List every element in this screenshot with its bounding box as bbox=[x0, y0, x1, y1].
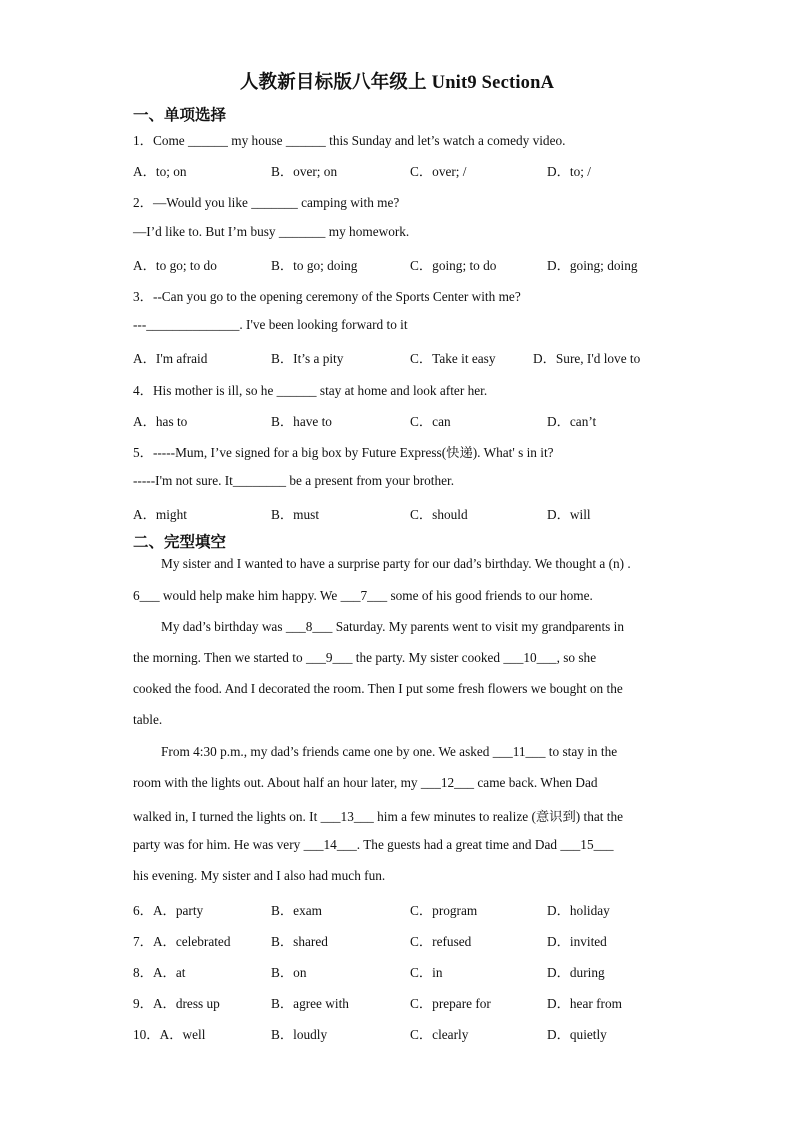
question-5-reply: -----I'm not sure. It________ be a present from your brother. bbox=[133, 473, 455, 488]
q4-option-c: C．can bbox=[410, 414, 451, 429]
passage-line: the morning. Then we started to ___9___ the party. My sister cooked ___10___, so she bbox=[133, 650, 597, 665]
q8-option-b: B．on bbox=[271, 965, 307, 980]
q4-option-d: D．can’t bbox=[547, 414, 597, 429]
q6-option-b: B．exam bbox=[271, 903, 322, 918]
q2-option-a: A．to go; to do bbox=[133, 258, 217, 273]
passage-line: cooked the food. And I decorated the room. Then I put some fresh flowers we bought on the bbox=[133, 681, 623, 696]
passage-line: party was for him. He was very ___14___. The guests had a great time and Dad ___15___ bbox=[133, 837, 614, 852]
question-5-stem: 5．-----Mum, I’ve signed for a big box by Future Express(快递). What' s in it? bbox=[133, 445, 554, 460]
section-heading-cloze: 二、完型填空 bbox=[133, 534, 227, 551]
q5-option-a: A．might bbox=[133, 507, 187, 522]
q3-option-c: C．Take it easy bbox=[410, 351, 496, 366]
q10-option-d: D．quietly bbox=[547, 1027, 607, 1042]
page-title: 人教新目标版八年级上 Unit9 SectionA bbox=[239, 73, 555, 93]
section-heading-single-choice: 一、单项选择 bbox=[133, 107, 227, 124]
q7-option-d: D．invited bbox=[547, 934, 607, 949]
q3-option-a: A．I'm afraid bbox=[133, 351, 208, 366]
q4-option-b: B．have to bbox=[271, 414, 332, 429]
q1-option-a: A．to; on bbox=[133, 164, 187, 179]
q2-option-d: D．going; doing bbox=[547, 258, 638, 273]
q10-option-b: B．loudly bbox=[271, 1027, 328, 1042]
q2-option-b: B．to go; doing bbox=[271, 258, 358, 273]
q9-option-d: D．hear from bbox=[547, 996, 622, 1011]
passage-line: 6___ would help make him happy. We ___7___ some of his good friends to our home. bbox=[133, 588, 593, 603]
q8-option-d: D．during bbox=[547, 965, 605, 980]
q6-option-d: D．holiday bbox=[547, 903, 610, 918]
passage-line: From 4:30 p.m., my dad’s friends came one by one. We asked ___11___ to stay in the bbox=[161, 744, 618, 759]
q7-option-b: B．shared bbox=[271, 934, 328, 949]
q5-option-d: D．will bbox=[547, 507, 591, 522]
passage-line: table. bbox=[133, 712, 163, 727]
q9-option-a: 9．A．dress up bbox=[133, 996, 220, 1011]
q1-option-d: D．to; / bbox=[547, 164, 591, 179]
passage-line: My dad’s birthday was ___8___ Saturday. My parents went to visit my grandparents in bbox=[161, 619, 624, 634]
q4-option-a: A．has to bbox=[133, 414, 188, 429]
q1-option-b: B．over; on bbox=[271, 164, 338, 179]
q6-option-c: C．program bbox=[410, 903, 478, 918]
passage-line: My sister and I wanted to have a surprise party for our dad’s birthday. We thought a (n) . bbox=[161, 556, 631, 571]
q9-option-b: B．agree with bbox=[271, 996, 349, 1011]
q10-option-a: 10．A．well bbox=[133, 1027, 206, 1042]
question-3-stem: 3．--Can you go to the opening ceremony of the Sports Center with me? bbox=[133, 289, 521, 304]
question-2-stem: 2．—Would you like _______ camping with me? bbox=[133, 195, 400, 210]
q3-option-b: B．It’s a pity bbox=[271, 351, 344, 366]
q1-option-c: C．over; / bbox=[410, 164, 467, 179]
question-1-stem: 1．Come ______ my house ______ this Sunday and let’s watch a comedy video. bbox=[133, 133, 566, 148]
q7-option-a: 7．A．celebrated bbox=[133, 934, 231, 949]
q6-option-a: 6．A．party bbox=[133, 903, 204, 918]
question-3-reply: ---______________. I've been looking forward to it bbox=[133, 317, 408, 332]
q10-option-c: C．clearly bbox=[410, 1027, 469, 1042]
q5-option-c: C．should bbox=[410, 507, 468, 522]
passage-line: room with the lights out. About half an hour later, my ___12___ came back. When Dad bbox=[133, 775, 598, 790]
question-4-stem: 4．His mother is ill, so he ______ stay at home and look after her. bbox=[133, 383, 488, 398]
q8-option-c: C．in bbox=[410, 965, 443, 980]
question-2-reply: —I’d like to. But I’m busy _______ my homework. bbox=[133, 224, 410, 239]
q9-option-c: C．prepare for bbox=[410, 996, 491, 1011]
passage-line: walked in, I turned the lights on. It ___13___ him a few minutes to realize (意识到) that the bbox=[133, 809, 624, 824]
passage-line: his evening. My sister and I also had much fun. bbox=[133, 868, 386, 883]
q5-option-b: B．must bbox=[271, 507, 320, 522]
q8-option-a: 8．A．at bbox=[133, 965, 186, 980]
q2-option-c: C．going; to do bbox=[410, 258, 497, 273]
q7-option-c: C．refused bbox=[410, 934, 472, 949]
q3-option-d: D．Sure, I'd love to bbox=[533, 351, 641, 366]
